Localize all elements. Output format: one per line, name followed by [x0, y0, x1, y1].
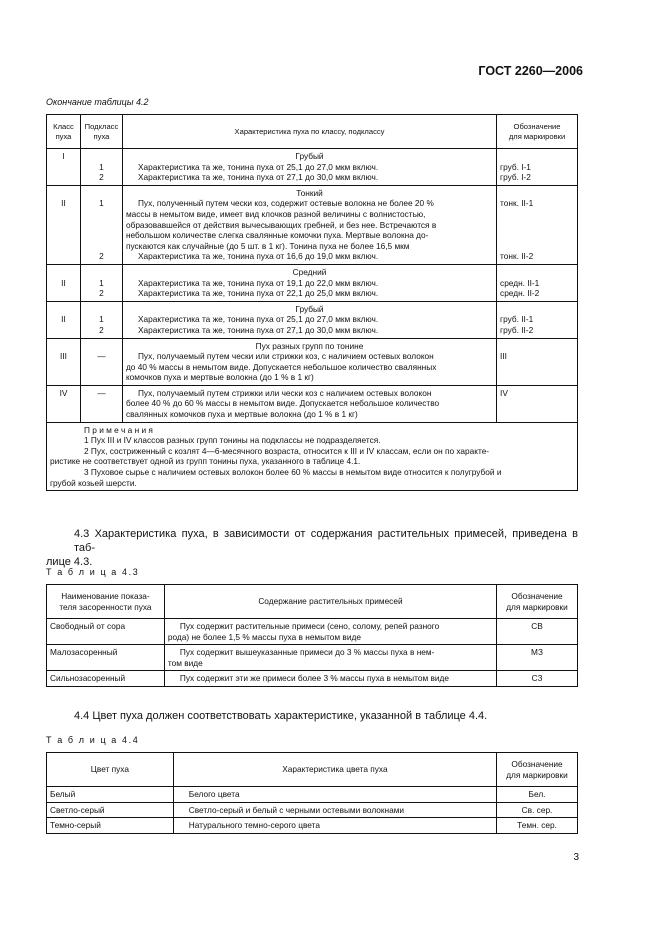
table-row — [47, 671, 578, 687]
notes-row — [47, 422, 578, 491]
class-cell: II — [47, 185, 81, 264]
table-header-row — [47, 585, 578, 619]
table-4-3 — [46, 584, 578, 687]
table-4-2 — [46, 114, 578, 491]
table-4-3-caption: Т а б л и ц а 4.3 — [46, 567, 140, 577]
table-row — [47, 619, 578, 645]
note-2-continued: ристике не соответствует одной из групп тонины пуха, указанного в таблице 4.1. — [50, 456, 361, 467]
paragraph-4-4: 4.4 Цвет пуха должен соответствовать характеристике, указанной в таблице 4.4. — [74, 710, 488, 722]
description-cell: Тонкий Пух, полученный путем чески коз, содержит остевые волокна не более 20 % массы в немытом виде, имеет вид клочков разной величины с волнистостью, образовавшейся от действия вычесывающих гребней, и без нее. Встречаются в небольшом количестве слегка свалянные комочки пуха. Мертвые волокна до- пускаются как случайные (до 5 шт. в 1 кг). Тонина пуха не более 16,5 мкм Характеристика та же, тонина пуха от 16,6 до 19,0 мкм включ. — [122, 185, 496, 264]
table-row — [47, 338, 578, 385]
class-cell: II — [47, 264, 81, 301]
marking-header: Обозначение для маркировки — [497, 115, 578, 149]
marking-cell: СВ — [497, 619, 578, 645]
page-number: 3 — [573, 852, 579, 863]
marking-cell: МЗ — [497, 645, 578, 671]
notes-cell — [47, 422, 578, 491]
subclass-cell: 1 2 — [80, 264, 122, 301]
table-header-row — [47, 115, 578, 149]
marking-cell: III — [497, 338, 578, 385]
marking-cell: средн. II-1 средн. II-2 — [497, 264, 578, 301]
table-4-4 — [46, 752, 578, 834]
note-2: 2 Пух, состриженный с козлят 4—6-месячного возраста, относится к III и IV классам, если он по характе- — [84, 445, 490, 456]
subclass-cell: 1 2 — [80, 301, 122, 338]
description-header: Характеристика пуха по классу, подклассу — [122, 115, 496, 149]
note-3-continued: грубой козьей шерсти. — [50, 477, 137, 488]
table-row — [47, 385, 578, 422]
description-cell: Пух разных групп по тонине Пух, получаемый путем чески или стрижки коз, с наличием остевых волокон до 40 % массы в немытом виде. Допускается небольшое количество свалянных комочков пуха и мертвые волокна (до 1 % в 1 кг) — [122, 338, 496, 385]
description-cell: Грубый Характеристика та же, тонина пуха от 25,1 до 27,0 мкм включ. Характеристика та же, тонина пуха от 27,1 до 30,0 мкм включ. — [122, 301, 496, 338]
marking-cell: Бел. — [497, 787, 578, 803]
indicator-header: Наименование показа- теля засоренности пуха — [47, 585, 165, 619]
content-header: Содержание растительных примесей — [164, 585, 496, 619]
color-cell: Темно-серый — [47, 818, 174, 834]
table-row — [47, 301, 578, 338]
indicator-cell: Свободный от сора — [47, 619, 165, 645]
document-id: ГОСТ 2260—2006 — [478, 64, 583, 78]
indicator-cell: Сильнозасоренный — [47, 671, 165, 687]
marking-cell: Темн. сер. — [497, 818, 578, 834]
subclass-header: Подкласс пуха — [80, 115, 122, 149]
description-cell: Средний Характеристика та же, тонина пуха от 19,1 до 22,0 мкм включ. Характеристика та же, тонина пуха от 22,1 до 25,0 мкм включ. — [122, 264, 496, 301]
table-row — [47, 185, 578, 264]
marking-header: Обозначение для маркировки — [497, 585, 578, 619]
class-cell: III — [47, 338, 81, 385]
class-cell: I — [47, 149, 81, 186]
table-header-row — [47, 753, 578, 787]
paragraph-4-3: 4.3 Характеристика пуха, в зависимости от содержания растительных примесей, приведена в таб- лице 4.3. — [46, 528, 578, 568]
class-header: Класс пуха — [47, 115, 81, 149]
marking-cell: Св. сер. — [497, 802, 578, 818]
subclass-cell: 1 2 — [80, 149, 122, 186]
subclass-cell: 1 2 — [80, 185, 122, 264]
class-cell: IV — [47, 385, 81, 422]
color-description-cell: Светло-серый и белый с черными остевыми волокнами — [173, 802, 496, 818]
table-row — [47, 149, 578, 186]
subclass-cell: — — [80, 385, 122, 422]
table-row — [47, 645, 578, 671]
content-cell: Пух содержит вышеуказанные примеси до 3 % массы пуха в нем- том виде — [164, 645, 496, 671]
marking-cell: тонк. II-1 тонк. II-2 — [497, 185, 578, 264]
note-3: 3 Пуховое сырье с наличием остевых волокон более 60 % массы в немытом виде относится к полугрубой и — [84, 467, 502, 478]
table-row — [47, 264, 578, 301]
description-cell: Грубый Характеристика та же, тонина пуха от 25,1 до 27,0 мкм включ. Характеристика та же, тонина пуха от 27,1 до 30,0 мкм включ. — [122, 149, 496, 186]
subclass-cell: — — [80, 338, 122, 385]
class-cell: II — [47, 301, 81, 338]
content-cell: Пух содержит растительные примеси (сено, солому, репей разного рода) не более 1,5 % массы пуха в немытом виде — [164, 619, 496, 645]
notes-title: П р и м е ч а н и я — [84, 424, 153, 435]
note-1: 1 Пух III и IV классов разных групп тонины на подклассы не подразделяется. — [84, 435, 381, 446]
marking-header: Обозначение для маркировки — [497, 753, 578, 787]
color-description-cell: Белого цвета — [173, 787, 496, 803]
table-row — [47, 818, 578, 834]
table-4-4-caption: Т а б л и ц а 4.4 — [46, 735, 140, 745]
marking-cell: груб. I-1 груб. I-2 — [497, 149, 578, 186]
color-description-cell: Натурального темно-серого цвета — [173, 818, 496, 834]
description-cell: Пух, получаемый путем стрижки или чески коз с наличием остевых волокон более 40 % до 60 % массы в немытом виде. Допускается небольшое количество свалянных комочков пуха и мертвые волокна (до 1 % в 1 кг) — [122, 385, 496, 422]
marking-cell: IV — [497, 385, 578, 422]
table-row — [47, 787, 578, 803]
indicator-cell: Малозасоренный — [47, 645, 165, 671]
content-cell: Пух содержит эти же примеси более 3 % массы пуха в немытом виде — [164, 671, 496, 687]
color-header: Цвет пуха — [47, 753, 174, 787]
color-cell: Белый — [47, 787, 174, 803]
color-description-header: Характеристика цвета пуха — [173, 753, 496, 787]
marking-cell: СЗ — [497, 671, 578, 687]
color-cell: Светло-серый — [47, 802, 174, 818]
marking-cell: груб. II-1 груб. II-2 — [497, 301, 578, 338]
table-4-2-caption: Окончание таблицы 4.2 — [46, 97, 149, 107]
table-row — [47, 802, 578, 818]
